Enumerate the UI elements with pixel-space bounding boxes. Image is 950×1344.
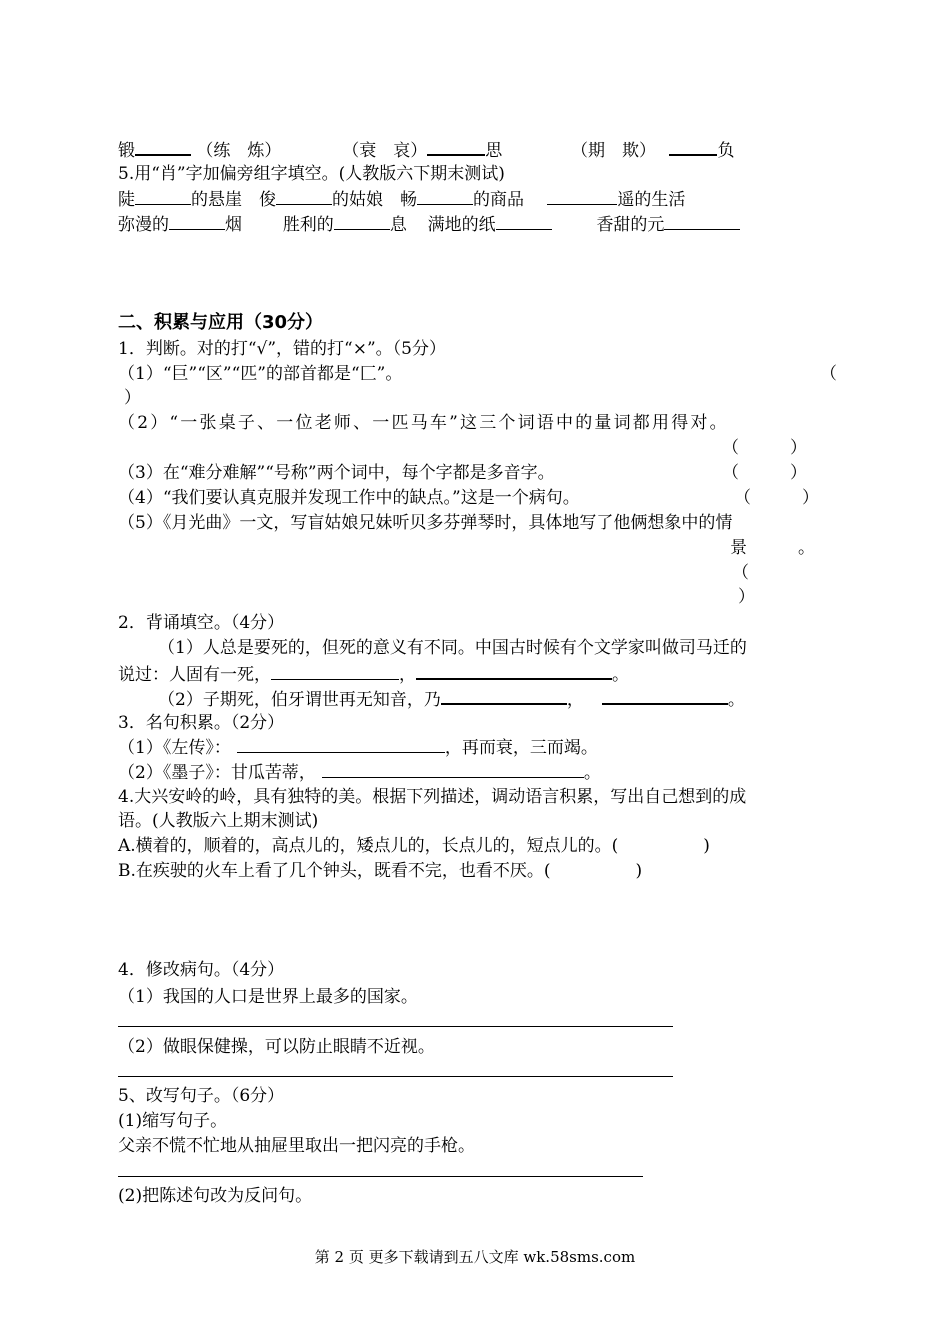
- answer-paren[interactable]: （ ）: [722, 463, 807, 483]
- text: （2）子期死，伯牙谓世再无知音，乃: [158, 690, 441, 710]
- q1-item-2: （2）“一张桌子、一位老师、一匹马车”这三个词语中的量词都用得对。: [118, 413, 729, 433]
- answer-paren-open[interactable]: （: [732, 563, 749, 583]
- q2-line-2: [118, 661, 629, 687]
- q1-item-5: （5）《月光曲》一文，写盲姑娘兄妹听贝多芬弹琴时，具体地写了他俩想象中的情: [118, 513, 733, 533]
- text-si: 思: [485, 141, 503, 161]
- q3-line-2: [118, 760, 601, 785]
- text: 陡: [118, 190, 135, 210]
- q3-title: 3．名句积累。（2分）: [118, 713, 285, 733]
- blank[interactable]: [135, 187, 191, 205]
- q4-item-a: A.横着的，顺着的，高点儿的，矮点儿的，长点儿的，短点儿的。( ): [118, 836, 710, 856]
- q3-line-1: [118, 735, 598, 760]
- q5-title: 5、改写句子。（6分）: [118, 1086, 285, 1106]
- text-choice-3: （期 欺）: [571, 141, 657, 161]
- answer-paren-close: ）: [124, 388, 141, 408]
- q4b-sentence-2: （2）做眼保健操，可以防止眼睛不近视。: [118, 1037, 435, 1057]
- q1-item-1: （1）“巨”“区”“匹”的部首都是“匚”。: [118, 364, 403, 384]
- answer-paren-close: ）: [738, 587, 755, 607]
- q2-title: 2．背诵填空。（4分）: [118, 613, 285, 633]
- q4-title: 4.大兴安岭的岭，具有独特的美。根据下列描述，调动语言积累，写出自己想到的成: [118, 787, 747, 807]
- text: 息: [389, 215, 407, 235]
- text: 的悬崖 俊: [191, 190, 276, 210]
- text: 。: [727, 690, 745, 710]
- blank[interactable]: [602, 686, 728, 705]
- blank[interactable]: [496, 212, 552, 230]
- text: 满地的纸: [427, 215, 496, 235]
- blank[interactable]: [135, 137, 191, 156]
- blank[interactable]: [441, 686, 567, 705]
- text: 弥漫的: [118, 215, 169, 235]
- text: ，: [566, 690, 584, 710]
- answer-line[interactable]: [118, 1176, 643, 1177]
- q5-title: 5.用“肖”字加偏旁组字填空。(人教版六下期末测试): [118, 164, 505, 184]
- q1-item-3: （3）在“难分难解”“号称”两个词中，每个字都是多音字。: [118, 463, 555, 483]
- blank[interactable]: [271, 662, 399, 680]
- q1-title: 1．判断。对的打“√”，错的打“×”。（5分）: [118, 339, 446, 359]
- blank[interactable]: [169, 212, 225, 230]
- answer-paren[interactable]: （ ）: [734, 488, 819, 508]
- q1-item-5-cont: 景 。: [730, 538, 815, 558]
- text-choice-2: （衰 哀）: [342, 141, 428, 161]
- q4b-title: 4．修改病句。（4分）: [118, 960, 285, 980]
- text: 遥的生活: [617, 190, 686, 210]
- text: （2）《墨子》：甘瓜苦蒂，: [118, 763, 316, 783]
- page-footer: 第 2 页 更多下载请到五八文库 wk.58sms.com: [314, 1248, 636, 1266]
- text: 说过：人固有一死，: [118, 665, 271, 685]
- blank[interactable]: [322, 760, 584, 778]
- q4-item-b: B.在疾驶的火车上看了几个钟头，既看不完，也看不厌。( ): [118, 861, 643, 881]
- blank[interactable]: [427, 137, 485, 156]
- text: （1）《左传》：: [118, 738, 231, 758]
- text: 胜利的: [282, 215, 334, 235]
- text: 的姑娘 畅: [332, 190, 417, 210]
- text: 的商品: [473, 190, 524, 210]
- blank[interactable]: [664, 212, 740, 230]
- answer-paren[interactable]: （ ）: [722, 438, 807, 458]
- answer-paren-open[interactable]: （: [820, 364, 837, 384]
- text-duan: 锻: [118, 141, 135, 161]
- text: ，再而衰，三而竭。: [444, 738, 598, 758]
- blank[interactable]: [276, 187, 332, 205]
- answer-line[interactable]: [118, 1026, 673, 1027]
- q5-sentence-1: 父亲不慌不忙地从抽屉里取出一把闪亮的手枪。: [118, 1136, 475, 1156]
- q2-line-1: （1）人总是要死的，但死的意义有不同。中国古时候有个文学家叫做司马迁的: [158, 638, 747, 658]
- blank[interactable]: [417, 187, 473, 205]
- text-fu: 负: [717, 141, 735, 161]
- text: ，: [399, 665, 416, 685]
- answer-line[interactable]: [118, 1076, 673, 1077]
- word-choice-line: [118, 137, 734, 163]
- q5-row2: [118, 212, 740, 237]
- blank[interactable]: [237, 735, 445, 753]
- text: 。: [583, 763, 601, 783]
- q4b-sentence-1: （1）我国的人口是世界上最多的国家。: [118, 987, 418, 1007]
- blank[interactable]: [669, 137, 717, 156]
- q5-sub-1: (1)缩写句子。: [118, 1111, 228, 1131]
- text-choice-1: （练 炼）: [196, 141, 282, 161]
- section-heading: 二、积累与应用（30分）: [118, 312, 324, 333]
- text: 香甜的元: [596, 215, 665, 235]
- blank[interactable]: [416, 661, 612, 680]
- q5-sub-2: (2)把陈述句改为反问句。: [118, 1186, 313, 1206]
- q1-item-4: （4）“我们要认真克服并发现工作中的缺点。”这是一个病句。: [118, 488, 580, 508]
- text: 烟: [225, 215, 242, 235]
- text: 。: [612, 665, 629, 685]
- q2-line-3: [158, 686, 745, 712]
- blank[interactable]: [334, 212, 390, 230]
- q4-title-cont: 语。(人教版六上期末测试): [118, 811, 319, 831]
- blank[interactable]: [547, 187, 617, 205]
- q5-row1: [118, 187, 685, 212]
